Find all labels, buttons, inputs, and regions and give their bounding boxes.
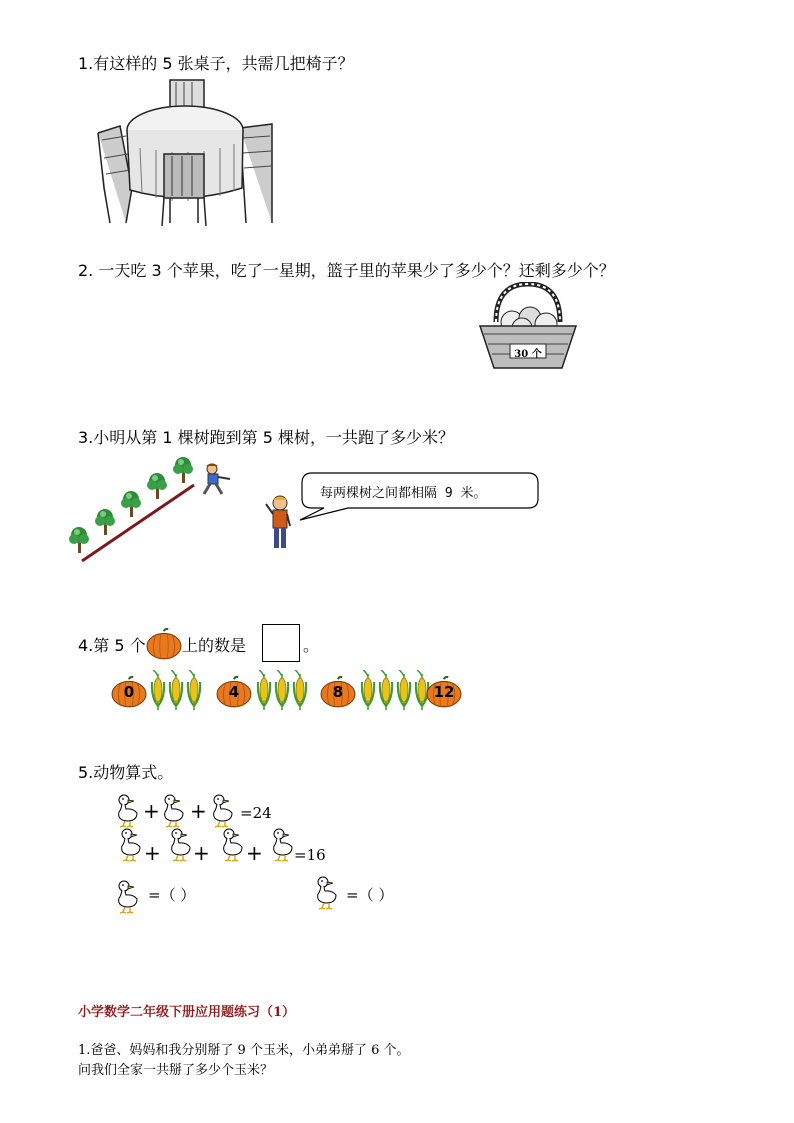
basket-label: 30 个	[514, 349, 542, 360]
problem-1-line-1: 1.爸爸、妈妈和我分别掰了 9 个玉米，小弟弟掰了 6 个。	[78, 1043, 410, 1058]
corn-icon	[292, 670, 308, 710]
plus-sign: +	[143, 799, 160, 823]
problem-1-line-2: 问我们全家一共掰了多少个玉米？	[78, 1063, 274, 1078]
goose-icon	[210, 794, 236, 828]
corn-icon	[360, 670, 376, 710]
question-3-text: 3.小明从第 1 棵树跑到第 5 棵树，一共跑了多少米？	[78, 428, 454, 447]
pumpkin-number: 4	[228, 683, 240, 701]
question-5-title: 5.动物算式。	[78, 763, 174, 782]
corn-icon	[378, 670, 394, 710]
pumpkin-number: 12	[433, 683, 455, 701]
speech-bubble-text: 每两棵树之间都相隔 9 米。	[320, 486, 487, 501]
pumpkin-number: 0	[123, 683, 135, 701]
corn-icon	[168, 670, 184, 710]
pumpkin-0	[111, 674, 147, 710]
corn-icon	[396, 670, 412, 710]
goose-icon	[118, 828, 144, 862]
question-1-text: 1.有这样的 5 张桌子，共需几把椅子？	[78, 54, 354, 73]
pumpkin-icon	[146, 625, 182, 663]
question-4-suffix: 上的数是	[182, 636, 247, 655]
pumpkin-4	[216, 674, 252, 710]
plus-sign: +	[144, 841, 161, 865]
corn-icon	[186, 670, 202, 710]
pumpkin-number: 8	[332, 683, 344, 701]
goose-icon	[314, 876, 340, 910]
equation-2-result: =16	[294, 846, 326, 864]
goose-icon	[168, 828, 194, 862]
goose-icon	[161, 794, 187, 828]
question-4-prefix: 4.第 5 个	[78, 636, 146, 655]
plus-sign: +	[193, 841, 210, 865]
pumpkin-12	[426, 674, 462, 710]
answer-box[interactable]	[262, 624, 300, 662]
goose-icon	[115, 880, 141, 914]
standing-boy-icon	[264, 494, 296, 552]
goose-icon	[270, 828, 296, 862]
equation-1-result: =24	[240, 804, 272, 822]
plus-sign: +	[190, 799, 207, 823]
table-chairs-illustration	[90, 78, 280, 228]
answer-1-blank[interactable]: =（ ）	[148, 886, 196, 904]
corn-icon	[150, 670, 166, 710]
question-2-text: 2. 一天吃 3 个苹果，吃了一星期，篮子里的苹果少了多少个？还剩多少个？	[78, 261, 615, 280]
plus-sign: +	[246, 841, 263, 865]
corn-icon	[274, 670, 290, 710]
goose-icon	[220, 828, 246, 862]
running-boy-icon	[200, 462, 236, 496]
pumpkin-8	[320, 674, 356, 710]
corn-icon	[256, 670, 272, 710]
answer-2-blank[interactable]: =（ ）	[346, 886, 394, 904]
section-title: 小学数学二年级下册应用题练习（1）	[78, 1005, 296, 1020]
goose-icon	[115, 794, 141, 828]
question-4-end: 。	[303, 636, 320, 655]
